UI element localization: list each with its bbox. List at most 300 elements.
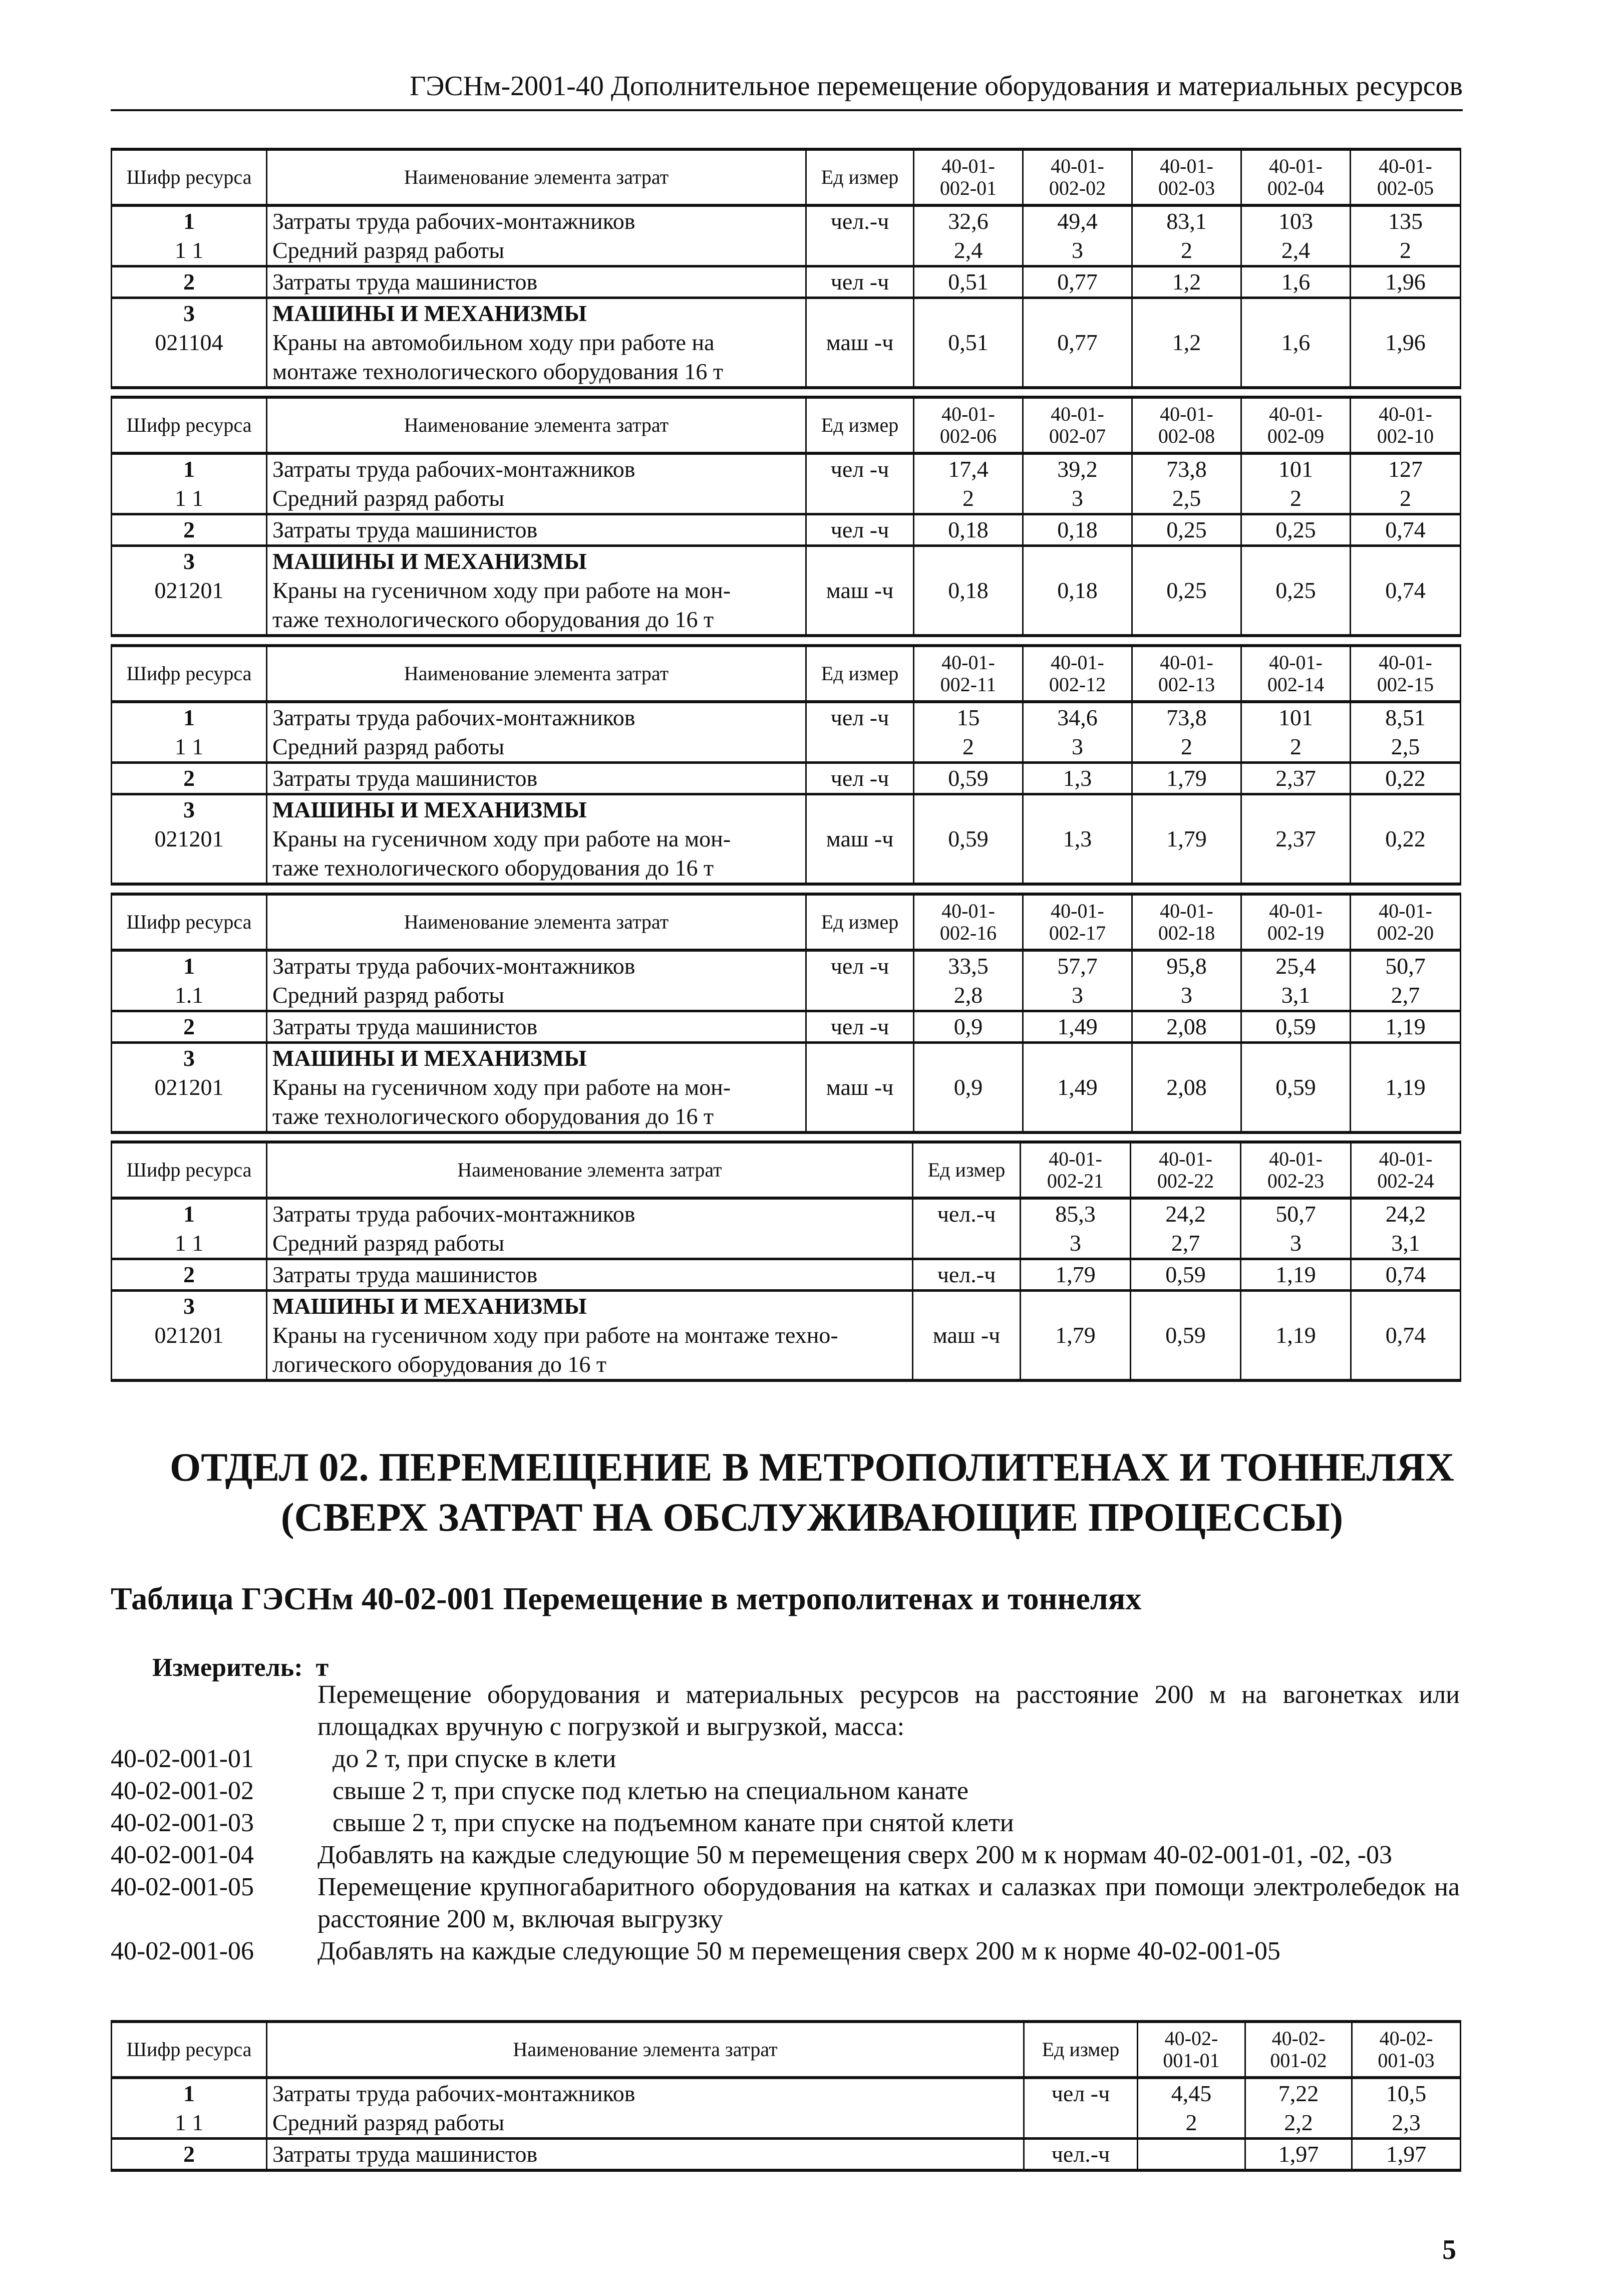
norm-table	[111, 1140, 1461, 1382]
norm-code-part2: 002-11	[940, 673, 997, 696]
norm-value	[914, 357, 1023, 388]
resource-group	[112, 1198, 1461, 1259]
norm-value	[1351, 605, 1461, 636]
norm-value	[1023, 357, 1132, 388]
header-norm-code	[1021, 1142, 1131, 1198]
resource-group	[112, 950, 1461, 1011]
norm-value: 0,22	[1351, 763, 1461, 794]
table-row	[112, 1229, 1461, 1259]
norm-code-part1: 40-01-	[1160, 651, 1213, 674]
norm-value: 3,1	[1351, 1229, 1461, 1259]
norm-table	[111, 396, 1461, 637]
header-norm-code	[1131, 1142, 1241, 1198]
norm-table	[111, 893, 1461, 1134]
section-name: МАШИНЫ И МЕХАНИЗМЫ	[267, 1043, 806, 1073]
norm-value	[1023, 1102, 1132, 1132]
norm-value	[1351, 546, 1461, 577]
description-code: 40-02-001-03	[111, 1809, 254, 1837]
norm-value: 0,59	[1131, 1259, 1241, 1291]
header-unit: Ед измер	[1024, 2022, 1138, 2078]
norm-value	[1241, 853, 1351, 884]
header-name: Наименование элемента затрат	[267, 397, 806, 453]
unit: маш -ч	[806, 824, 914, 853]
table-row	[112, 484, 1461, 514]
header-code: Шифр ресурса	[112, 1142, 267, 1198]
norm-value: 2,4	[1241, 236, 1351, 266]
cost-element-name: таже технологического оборудования до 16 т	[267, 605, 806, 636]
norm-value	[1241, 794, 1351, 825]
norm-value	[1132, 357, 1241, 388]
norm-value	[1351, 1102, 1461, 1132]
running-header: ГЭСНм-2001-40 Дополнительное перемещение оборудования и материальных ресурсов	[409, 71, 1463, 102]
header-unit: Ед измер	[806, 397, 914, 453]
norm-value	[1241, 546, 1351, 577]
norm-value: 0,22	[1351, 824, 1461, 853]
norm-value	[1132, 546, 1241, 577]
norm-value: 7,22	[1245, 2078, 1352, 2108]
cost-element-name: таже технологического оборудования до 16 т	[267, 1102, 806, 1132]
header-unit: Ед измер	[806, 149, 914, 205]
table-row	[112, 702, 1461, 732]
norm-value: 2	[1351, 236, 1461, 266]
resource-code: 2	[112, 1259, 267, 1291]
unit: чел.-ч	[913, 1198, 1021, 1229]
norm-value: 2,08	[1132, 1073, 1241, 1102]
table-row	[112, 298, 1461, 329]
norm-code-part1: 40-01-	[1269, 651, 1323, 674]
description-code	[111, 1679, 317, 1743]
norm-value: 0,74	[1351, 576, 1461, 605]
norm-value: 0,77	[1023, 328, 1132, 357]
description-text: Добавлять на каждые следующие 50 м перемещения сверх 200 м к норме 40-02-001-05	[317, 1937, 1280, 1965]
norm-value: 103	[1241, 205, 1351, 236]
unit: чел -ч	[806, 763, 914, 794]
table-row	[112, 763, 1461, 794]
description-item	[111, 1871, 1460, 1935]
norm-value: 3	[1023, 236, 1132, 266]
norm-code-part2: 002-12	[1049, 673, 1106, 696]
resource-code: 3	[112, 794, 267, 825]
table-row	[112, 514, 1461, 546]
norm-value: 2	[914, 484, 1023, 514]
header-norm-code	[1351, 646, 1461, 702]
norm-value	[1131, 1350, 1241, 1380]
norm-value: 50,7	[1351, 950, 1461, 981]
norm-code-part1: 40-01-	[941, 651, 995, 674]
norm-value: 0,74	[1351, 1321, 1461, 1350]
norm-code-part1: 40-01-	[1269, 155, 1323, 177]
table-row	[112, 576, 1461, 605]
cost-element-name: Затраты труда рабочих-монтажников	[267, 2078, 1024, 2108]
description-code: 40-02-001-05	[111, 1873, 254, 1901]
norm-value: 95,8	[1132, 950, 1241, 981]
norm-value	[1132, 298, 1241, 329]
description-item	[111, 1775, 1460, 1807]
resource-code	[112, 853, 267, 884]
norm-code-part2: 002-04	[1267, 177, 1325, 199]
resource-group	[112, 546, 1461, 636]
cost-element-name: Краны на гусеничном ходу при работе на мон-	[267, 1073, 806, 1102]
norm-value: 50,7	[1241, 1198, 1351, 1229]
norm-code-part1: 40-01-	[1379, 1148, 1433, 1170]
norm-code-part2: 002-16	[939, 922, 997, 944]
resource-code	[112, 1350, 267, 1380]
header-norm-code	[1245, 2022, 1352, 2078]
table-row	[112, 546, 1461, 577]
resource-code: 1.1	[112, 981, 267, 1011]
unit	[913, 1350, 1021, 1380]
norm-value: 83,1	[1132, 205, 1241, 236]
norm-code-part2: 002-19	[1267, 922, 1325, 944]
norm-value: 3	[1023, 981, 1132, 1011]
header-norm-code	[1352, 2022, 1461, 2078]
table-header-row	[112, 2022, 1461, 2078]
norm-code-part2: 002-01	[939, 177, 997, 199]
unit: чел.-ч	[913, 1259, 1021, 1291]
table-header-row	[112, 397, 1461, 453]
cost-element-name: Краны на гусеничном ходу при работе на мон-	[267, 824, 806, 853]
norm-value: 0,51	[914, 266, 1023, 298]
norm-value: 0,59	[914, 824, 1023, 853]
norm-code-part1: 40-01-	[1160, 155, 1213, 177]
section-name: МАШИНЫ И МЕХАНИЗМЫ	[267, 546, 806, 577]
unit	[913, 1291, 1021, 1321]
norm-value: 127	[1351, 453, 1461, 484]
norm-value: 2,7	[1351, 981, 1461, 1011]
table-heading: Таблица ГЭСНм 40-02-001 Перемещение в метрополитенах и тоннелях	[111, 1581, 1142, 1616]
norm-table	[111, 148, 1461, 389]
cost-element-name: Затраты труда рабочих-монтажников	[267, 205, 806, 236]
description-item	[111, 1679, 1460, 1743]
table-row	[112, 853, 1461, 884]
description-item	[111, 1807, 1460, 1839]
norm-value: 0,59	[1241, 1011, 1351, 1043]
unit: чел -ч	[806, 453, 914, 484]
norm-value: 0,25	[1132, 576, 1241, 605]
norm-value	[1241, 1350, 1351, 1380]
norm-code-part2: 002-15	[1377, 673, 1434, 696]
norm-code-part1: 40-01-	[941, 155, 995, 177]
unit	[1024, 2108, 1138, 2139]
header-name: Наименование элемента затрат	[267, 646, 806, 702]
norm-value: 0,18	[1023, 514, 1132, 546]
unit: чел -ч	[806, 950, 914, 981]
table-row	[112, 1198, 1461, 1229]
description-item	[111, 1743, 1460, 1775]
norm-value: 1,97	[1245, 2139, 1352, 2171]
table-row	[112, 732, 1461, 763]
resource-code: 1 1	[112, 236, 267, 266]
norm-value	[1132, 853, 1241, 884]
table-row	[112, 605, 1461, 636]
norm-value: 0,77	[1023, 266, 1132, 298]
resource-code: 1	[112, 702, 267, 732]
norm-table	[111, 644, 1461, 886]
resource-code: 1	[112, 205, 267, 236]
unit: чел -ч	[1024, 2078, 1138, 2108]
norm-code-part2: 002-20	[1377, 922, 1434, 944]
unit	[806, 605, 914, 636]
cost-element-name: логического оборудования до 16 т	[267, 1350, 913, 1380]
norm-value	[1023, 853, 1132, 884]
norm-code-part1: 40-01-	[1160, 900, 1213, 922]
norm-value: 101	[1241, 453, 1351, 484]
cost-element-name: Затраты труда машинистов	[267, 2139, 1024, 2171]
norm-value: 39,2	[1023, 453, 1132, 484]
table-row	[112, 1102, 1461, 1132]
header-norm-code	[1241, 894, 1351, 950]
header-norm-code	[1132, 149, 1241, 205]
norm-value: 1,79	[1132, 824, 1241, 853]
norm-value	[1351, 853, 1461, 884]
cost-element-name: Затраты труда рабочих-монтажников	[267, 702, 806, 732]
norm-value: 0,51	[914, 328, 1023, 357]
norm-value: 2,08	[1132, 1011, 1241, 1043]
norm-value	[914, 605, 1023, 636]
table-row	[112, 236, 1461, 266]
norm-value	[1131, 1291, 1241, 1321]
cost-element-name: таже технологического оборудования до 16 т	[267, 853, 806, 884]
table-row	[112, 266, 1461, 298]
norm-value: 3,1	[1241, 981, 1351, 1011]
description-code: 40-02-001-01	[111, 1745, 254, 1773]
norm-value: 0,9	[914, 1073, 1023, 1102]
table-row	[112, 824, 1461, 853]
norm-value: 0,74	[1351, 1259, 1461, 1291]
norm-code-part2: 002-08	[1158, 425, 1215, 447]
norm-value: 10,5	[1352, 2078, 1461, 2108]
section-title-line2: (СВЕРХ ЗАТРАТ НА ОБСЛУЖИВАЮЩИЕ ПРОЦЕССЫ)	[280, 1496, 1344, 1540]
resource-code: 2	[112, 1011, 267, 1043]
norm-code-part2: 002-05	[1377, 177, 1434, 199]
norm-value: 0,59	[1131, 1321, 1241, 1350]
norm-table	[111, 2020, 1461, 2172]
norm-value: 17,4	[914, 453, 1023, 484]
header-norm-code	[1132, 397, 1241, 453]
header-name: Наименование элемента затрат	[267, 2022, 1024, 2078]
resource-group	[112, 205, 1461, 266]
resource-group	[112, 2078, 1461, 2139]
norm-code-part2: 002-22	[1157, 1170, 1214, 1192]
norm-value: 2,3	[1352, 2108, 1461, 2139]
header-norm-code	[1241, 646, 1351, 702]
resource-group	[112, 1291, 1461, 1381]
norm-code-part1: 40-01-	[1051, 651, 1104, 674]
norm-value: 2	[1241, 732, 1351, 763]
table-row	[112, 950, 1461, 981]
section-name: МАШИНЫ И МЕХАНИЗМЫ	[267, 1291, 913, 1321]
table-row	[112, 1011, 1461, 1043]
norm-value: 1,49	[1023, 1073, 1132, 1102]
measure-value: т	[315, 1653, 329, 1682]
norm-code-part1: 40-02-	[1271, 2027, 1326, 2050]
header-norm-code	[1023, 894, 1132, 950]
norm-code-part2: 002-07	[1049, 425, 1106, 447]
norm-value: 0,25	[1241, 514, 1351, 546]
resource-code: 1	[112, 1198, 267, 1229]
unit	[806, 981, 914, 1011]
norm-value	[1021, 1350, 1131, 1380]
resource-code: 2	[112, 763, 267, 794]
norm-value: 1,97	[1352, 2139, 1461, 2171]
resource-group	[112, 514, 1461, 546]
norm-value	[1138, 2139, 1245, 2171]
norm-code-part1: 40-01-	[1379, 651, 1432, 674]
norm-value	[914, 1102, 1023, 1132]
norm-value: 1,19	[1241, 1321, 1351, 1350]
norm-value: 2	[1138, 2108, 1245, 2139]
norm-value: 1,19	[1351, 1073, 1461, 1102]
header-code: Шифр ресурса	[112, 894, 267, 950]
norm-value: 0,74	[1351, 514, 1461, 546]
description-text: Перемещение крупногабаритного оборудования на катках и салазках при помощи электролебедок на расстояние 200 м, включая выгрузку	[317, 1873, 1460, 1933]
norm-code-part2: 001-02	[1270, 2049, 1327, 2072]
header-norm-code	[1023, 397, 1132, 453]
table-row	[112, 205, 1461, 236]
resource-code: 021201	[112, 1321, 267, 1350]
table-row	[112, 357, 1461, 388]
norm-value: 2,5	[1351, 732, 1461, 763]
unit: чел -ч	[806, 266, 914, 298]
header-norm-code	[1351, 894, 1461, 950]
resource-code: 3	[112, 1291, 267, 1321]
unit: маш -ч	[806, 576, 914, 605]
header-norm-code	[1351, 397, 1461, 453]
norm-value: 1,2	[1132, 328, 1241, 357]
unit: маш -ч	[913, 1321, 1021, 1350]
norm-code-part2: 001-01	[1163, 2049, 1220, 2072]
norm-value: 3	[1132, 981, 1241, 1011]
table-row	[112, 1291, 1461, 1321]
unit	[806, 484, 914, 514]
resource-group	[112, 1043, 1461, 1133]
norm-value: 49,4	[1023, 205, 1132, 236]
norm-code-part1: 40-01-	[1049, 1148, 1102, 1170]
norm-value: 2,8	[914, 981, 1023, 1011]
header-norm-code	[1132, 646, 1241, 702]
resource-code: 2	[112, 2139, 267, 2171]
resource-group	[112, 702, 1461, 763]
resource-code: 3	[112, 298, 267, 329]
description-item	[111, 1935, 1460, 1967]
header-name: Наименование элемента затрат	[267, 894, 806, 950]
norm-value: 1,79	[1021, 1321, 1131, 1350]
norm-value	[1351, 1350, 1461, 1380]
unit: чел -ч	[806, 1011, 914, 1043]
resource-group	[112, 1011, 1461, 1043]
norm-value: 1,79	[1021, 1259, 1131, 1291]
norm-value: 2,7	[1131, 1229, 1241, 1259]
description-text: свыше 2 т, при спуске на подъемном канате при снятой клети	[333, 1809, 1014, 1837]
norm-value	[1351, 298, 1461, 329]
norm-code-part2: 002-24	[1377, 1170, 1434, 1192]
unit	[806, 236, 914, 266]
norm-value: 57,7	[1023, 950, 1132, 981]
norm-value: 3	[1021, 1229, 1131, 1259]
page-number: 5	[1442, 2234, 1456, 2265]
table-row	[112, 1073, 1461, 1102]
resource-code: 1	[112, 2078, 267, 2108]
norm-value	[1241, 1291, 1351, 1321]
norm-value: 3	[1023, 732, 1132, 763]
resource-group	[112, 266, 1461, 298]
resource-code: 3	[112, 546, 267, 577]
unit	[806, 853, 914, 884]
header-norm-code	[1351, 1142, 1461, 1198]
unit: чел -ч	[806, 514, 914, 546]
norm-value: 0,18	[914, 576, 1023, 605]
header-norm-code	[914, 149, 1023, 205]
norm-code-part1: 40-01-	[1269, 900, 1323, 922]
norm-value: 2	[1132, 236, 1241, 266]
table-row	[112, 328, 1461, 357]
cost-element-name: Краны на гусеничном ходу при работе на монтаже техно-	[267, 1321, 913, 1350]
norm-value: 0,25	[1132, 514, 1241, 546]
norm-value: 1,96	[1351, 328, 1461, 357]
resource-code: 2	[112, 514, 267, 546]
norm-value: 3	[1023, 484, 1132, 514]
norm-value: 0,25	[1241, 576, 1351, 605]
norm-value	[1023, 794, 1132, 825]
norm-value: 0,18	[914, 514, 1023, 546]
norm-value	[1132, 1043, 1241, 1073]
norm-descriptions	[111, 1679, 1460, 1967]
norm-code-part1: 40-01-	[1160, 403, 1213, 425]
norm-value	[1132, 605, 1241, 636]
norm-value	[1241, 357, 1351, 388]
cost-element-name: Краны на автомобильном ходу при работе на	[267, 328, 806, 357]
table-row	[112, 1350, 1461, 1380]
description-code: 40-02-001-06	[111, 1937, 254, 1965]
resource-code: 021201	[112, 1073, 267, 1102]
norm-value	[1351, 1291, 1461, 1321]
norm-value: 24,2	[1131, 1198, 1241, 1229]
norm-code-part2: 002-06	[939, 425, 997, 447]
unit: чел.-ч	[806, 205, 914, 236]
norm-value: 1,19	[1351, 1011, 1461, 1043]
norm-value: 135	[1351, 205, 1461, 236]
header-norm-code	[914, 894, 1023, 950]
norm-value	[1023, 605, 1132, 636]
unit	[806, 794, 914, 825]
description-text: Перемещение оборудования и материальных ресурсов на расстояние 200 м на вагонетках или площадках вручную с погрузкой и выгрузкой, масса:	[317, 1680, 1460, 1741]
description-text: свыше 2 т, при спуске под клетью на специальном канате	[333, 1777, 968, 1805]
norm-value	[1132, 1102, 1241, 1132]
norm-code-part1: 40-01-	[1379, 403, 1432, 425]
norm-value: 2,2	[1245, 2108, 1352, 2139]
norm-value: 0,18	[1023, 576, 1132, 605]
header-code: Шифр ресурса	[112, 149, 267, 205]
norm-value	[914, 1043, 1023, 1073]
norm-value: 85,3	[1021, 1198, 1131, 1229]
cost-element-name: Затраты труда машинистов	[267, 1259, 913, 1291]
unit	[806, 1043, 914, 1073]
norm-value: 1,6	[1241, 328, 1351, 357]
norm-value	[1241, 298, 1351, 329]
cost-element-name: Средний разряд работы	[267, 1229, 913, 1259]
section-title-line1: ОТДЕЛ 02. ПЕРЕМЕЩЕНИЕ В МЕТРОПОЛИТЕНАХ И ТОННЕЛЯХ	[170, 1446, 1454, 1490]
header-norm-code	[914, 646, 1023, 702]
norm-code-part2: 002-10	[1377, 425, 1434, 447]
resource-group	[112, 2139, 1461, 2171]
norm-value: 32,6	[914, 205, 1023, 236]
header-unit: Ед измер	[806, 646, 914, 702]
norm-code-part1: 40-01-	[1051, 900, 1104, 922]
norm-code-part2: 002-14	[1267, 673, 1325, 696]
norm-value: 1,3	[1023, 763, 1132, 794]
resource-group	[112, 453, 1461, 514]
norm-value	[1023, 546, 1132, 577]
